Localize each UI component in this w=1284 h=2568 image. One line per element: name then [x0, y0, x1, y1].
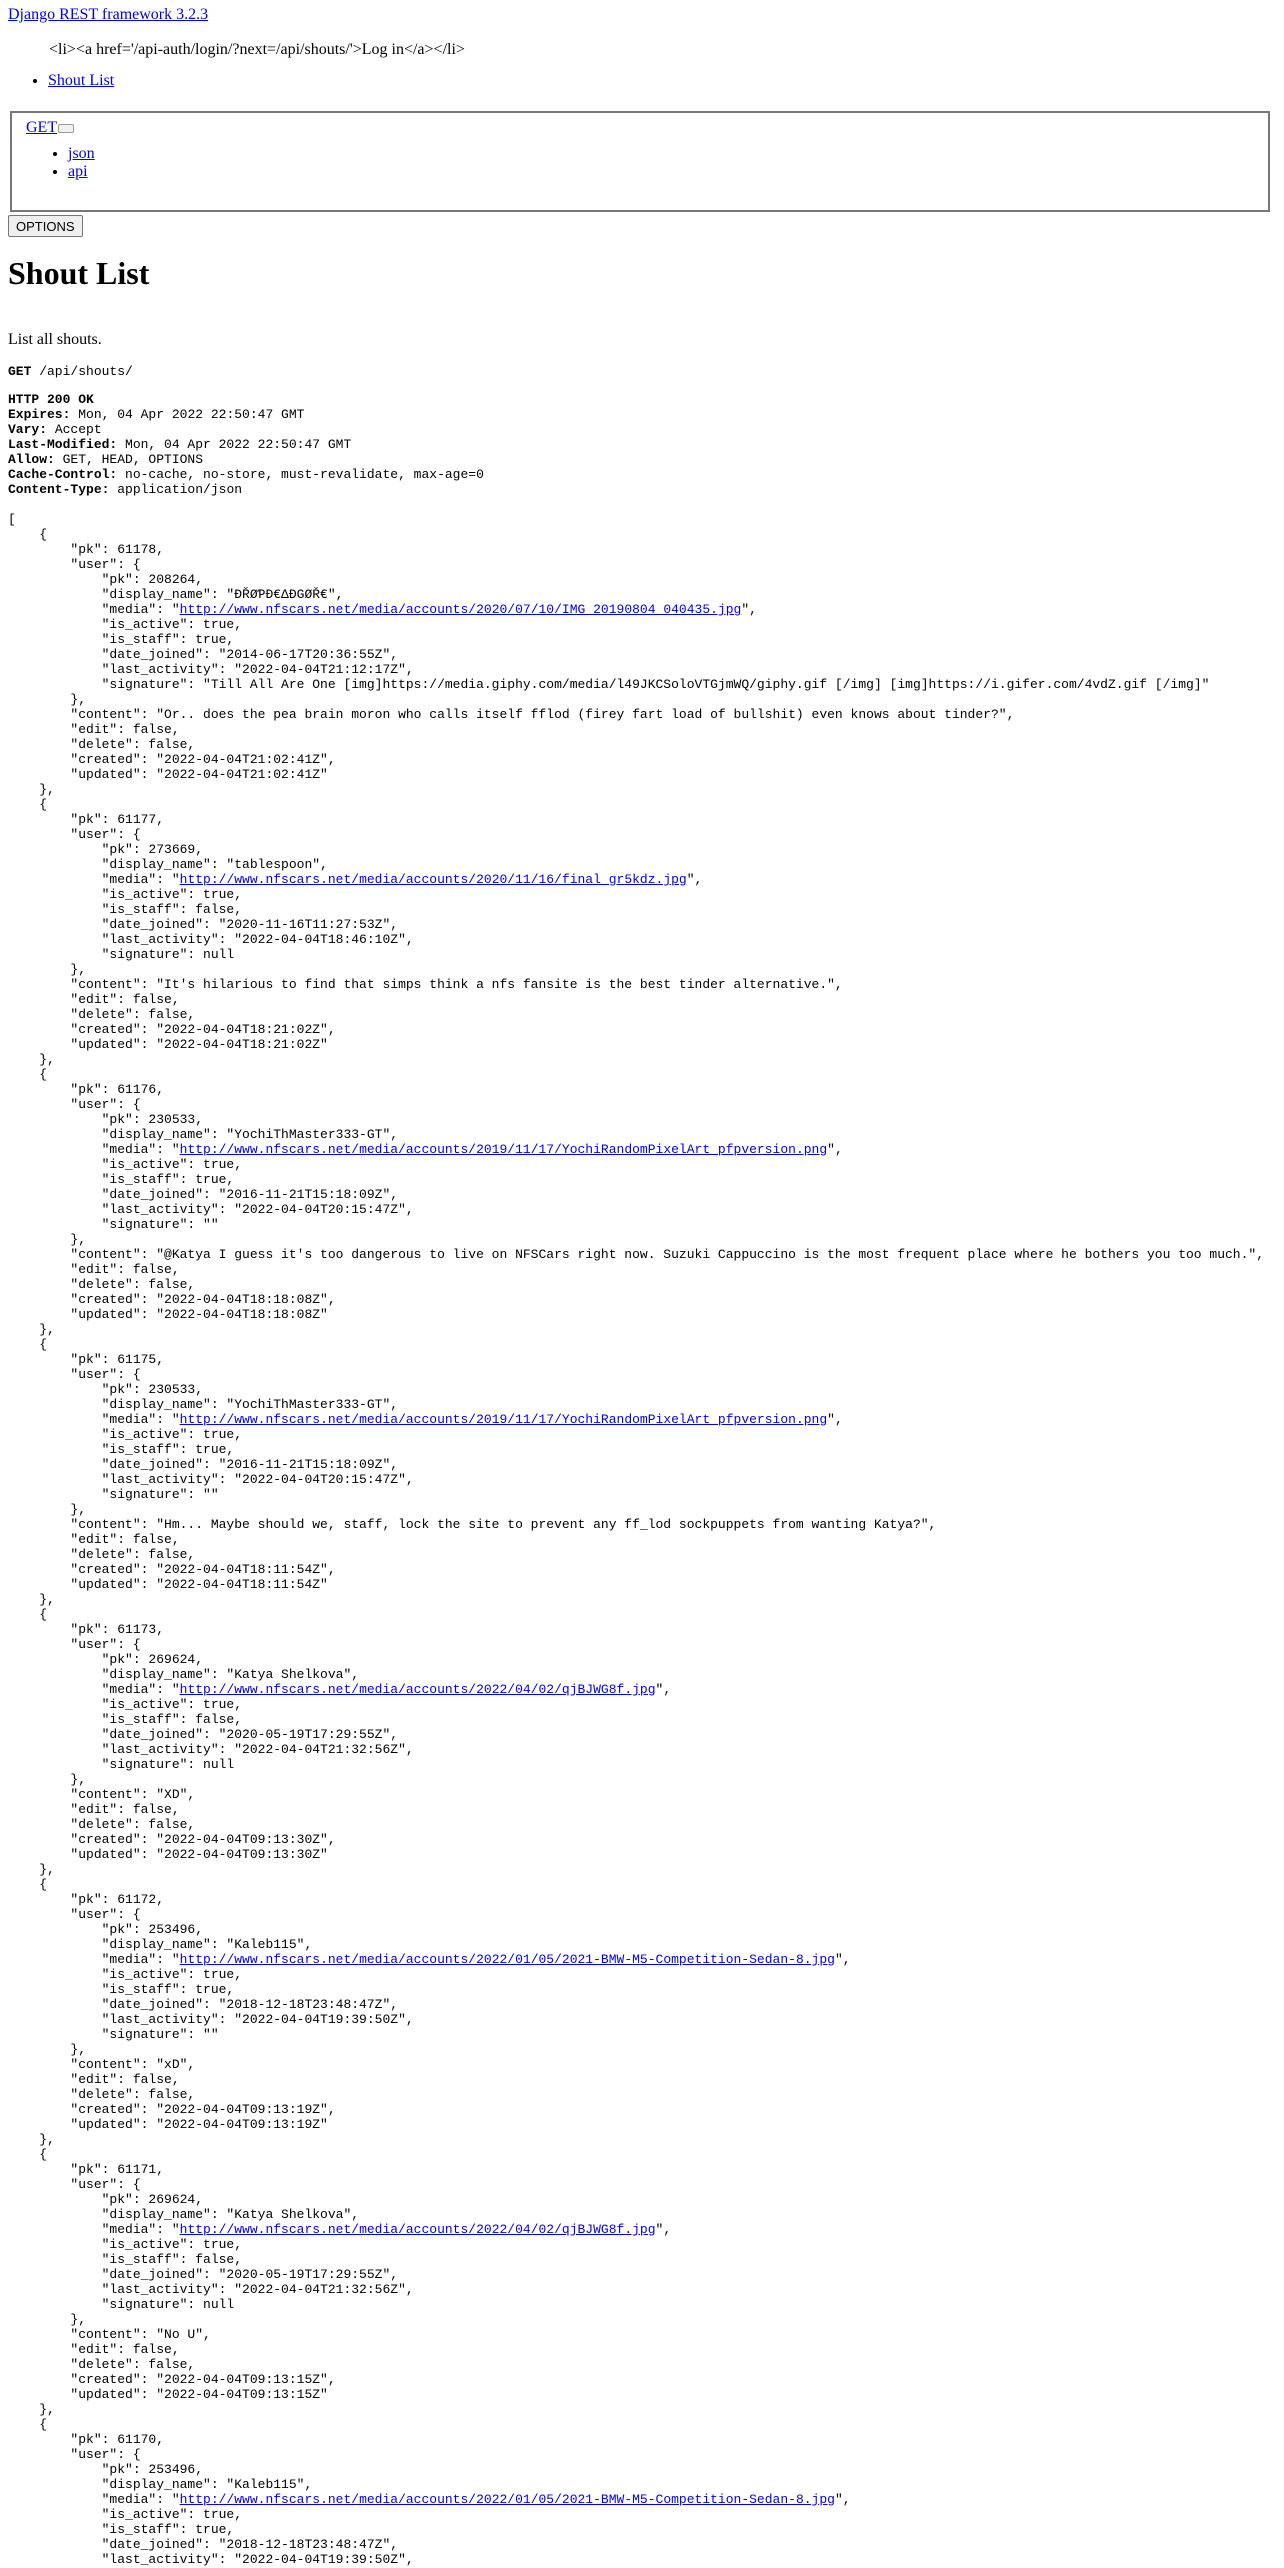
- media-link[interactable]: http://www.nfscars.net/media/accounts/2020/07/10/IMG_20190804_040435.jpg: [179, 602, 742, 617]
- header-name: Expires:: [8, 407, 71, 422]
- format-dropdown-toggle[interactable]: [58, 124, 74, 133]
- media-link[interactable]: http://www.nfscars.net/media/accounts/2019/11/17/YochiRandomPixelArt_pfpversion.png: [179, 1142, 828, 1157]
- breadcrumb: [24, 72, 114, 90]
- format-item: [68, 145, 95, 163]
- brand-link[interactable]: Django REST framework 3.2.3: [8, 6, 209, 23]
- header-value: GET, HEAD, OPTIONS: [54, 452, 204, 467]
- response-body: [ { "pk": 61178, "user": { "pk": 208264, "display_name": "ÐŘØƤÐ€ΔÐGØŘ€", "media": "http://www.nfscars.net/media/accounts/2020/07/10/IMG_20190804_040435.jpg", "is_active": true, "is_staff": true, "date_joined": "2014-06-17T20:36:55Z", "last_activity": "2022-04-04T21:12:17Z", "signature": "Till All Are One [img]https://media.giphy.com/media/l49JKCSoloVTGjmWQ/giphy.gif [/img] [img]https://i.gifer.com/4vdZ.gif [/img]" }, "content": "Or.. does the pea brain moron who calls itself fflod (firey fart load of bullshit) even knows about tinder?", "edit": false, "delete": false, "created": "2022-04-04T21:02:41Z", "updated": "2022-04-04T21:02:41Z" }, { "pk": 61177, "user": { "pk": 273669, "display_name": "tablespoon", "media": "http://www.nfscars.net/media/accounts/2020/11/16/final_gr5kdz.jpg", "is_active": true, "is_staff": false, "date_joined": "2020-11-16T11:27:53Z", "last_activity": "2022-04-04T18:46:10Z", "signature": null }, "content": "It's hilarious to find that simps think a nfs fansite is the best tinder alternative.", "edit": false, "delete": false, "created": "2022-04-04T18:21:02Z", "updated": "2022-04-04T18:21:02Z" }, { "pk": 61176, "user": { "pk": 230533, "display_name": "YochiThMaster333-GT", "media": "http://www.nfscars.net/media/accounts/2019/11/17/YochiRandomPixelArt_pfpversion.png", "is_active": true, "is_staff": true, "date_joined": "2016-11-21T15:18:09Z", "last_activity": "2022-04-04T20:15:47Z", "signature": "" }, "content": "@Katya I guess it's too dangerous to live on NFSCars right now. Suzuki Cappuccino is the most frequent place where he bothers you too much.", "edit": false, "delete": false, "created": "2022-04-04T18:18:08Z", "updated": "2022-04-04T18:18:08Z" }, { "pk": 61175, "user": { "pk": 230533, "display_name": "YochiThMaster333-GT", "media": "http://www.nfscars.net/media/accounts/2019/11/17/YochiRandomPixelArt_pfpversion.png", "is_active": true, "is_staff": true, "date_joined": "2016-11-21T15:18:09Z", "last_activity": "2022-04-04T20:15:47Z", "signature": "" }, "content": "Hm... Maybe should we, staff, lock the site to prevent any ff_lod sockpuppets from wanting Katya?", "edit": false, "delete": false, "created": "2022-04-04T18:11:54Z", "updated": "2022-04-04T18:11:54Z" }, { "pk": 61173, "user": { "pk": 269624, "display_name": "Katya Shelkova", "media": "http://www.nfscars.net/media/accounts/2022/04/02/qjBJWG8f.jpg", "is_active": true, "is_staff": false, "date_joined": "2020-05-19T17:29:55Z", "last_activity": "2022-04-04T21:32:56Z", "signature": null }, "content": "XD", "edit": false, "delete": false, "created": "2022-04-04T09:13:30Z", "updated": "2022-04-04T09:13:30Z" }, { "pk": 61172, "user": { "pk": 253496, "display_name": "Kaleb115", "media": "http://www.nfscars.net/media/accounts/2022/01/05/2021-BMW-M5-Competition-Sedan-8.jpg", "is_active": true, "is_staff": true, "date_joined": "2018-12-18T23:48:47Z", "last_activity": "2022-04-04T19:39:50Z", "signature": "" }, "content": "xD", "edit": false, "delete": false, "created": "2022-04-04T09:13:19Z", "updated": "2022-04-04T09:13:19Z" }, { "pk": 61171, "user": { "pk": 269624, "display_name": "Katya Shelkova", "media": "http://www.nfscars.net/media/accounts/2022/04/02/qjBJWG8f.jpg", "is_active": true, "is_staff": false, "date_joined": "2020-05-19T17:29:55Z", "last_activity": "2022-04-04T21:32:56Z", "signature": null }, "content": "No U", "edit": false, "delete": false, "created": "2022-04-04T09:13:15Z", "updated": "2022-04-04T09:13:15Z" }, { "pk": 61170, "user": { "pk": 253496, "display_name": "Kaleb115", "media": "http://www.nfscars.net/media/accounts/2022/01/05/2021-BMW-M5-Competition-Sedan-8.jpg", "is_active": true, "is_staff": true, "date_joined": "2018-12-18T23:48:47Z", "last_activity": "2022-04-04T19:39:50Z",: [8, 512, 1265, 2567]
- header-name: Last-Modified:: [8, 437, 118, 452]
- options-button[interactable]: OPTIONS: [8, 215, 83, 237]
- request-method: GET: [8, 364, 32, 379]
- header-value: Mon, 04 Apr 2022 22:50:47 GMT: [70, 407, 305, 422]
- request-line: [8, 364, 133, 379]
- media-link[interactable]: http://www.nfscars.net/media/accounts/2019/11/17/YochiRandomPixelArt_pfpversion.png: [179, 1412, 828, 1427]
- get-button[interactable]: GET: [26, 119, 58, 136]
- get-format-form: [10, 111, 1270, 212]
- request-path: /api/shouts/: [31, 364, 133, 379]
- header-name: Cache-Control:: [8, 467, 118, 482]
- breadcrumb-link-shout-list[interactable]: Shout List: [48, 72, 115, 89]
- media-link[interactable]: http://www.nfscars.net/media/accounts/2022/04/02/qjBJWG8f.jpg: [179, 2222, 656, 2237]
- header-name: Vary:: [8, 422, 48, 437]
- page-description: List all shouts.: [8, 331, 102, 348]
- header-value: application/json: [109, 482, 243, 497]
- breadcrumb-item: [48, 72, 114, 90]
- header-name: HTTP 200 OK: [8, 392, 94, 407]
- response-headers: [8, 392, 484, 497]
- media-link[interactable]: http://www.nfscars.net/media/accounts/2022/01/05/2021-BMW-M5-Competition-Sedan-8.jpg: [179, 1952, 835, 1967]
- header-name: Allow:: [8, 452, 55, 467]
- format-item: [68, 163, 95, 181]
- header-value: Accept: [47, 422, 102, 437]
- header-name: Content-Type:: [8, 482, 110, 497]
- header-value: no-cache, no-store, must-revalidate, max-age=0: [117, 467, 484, 482]
- page-title: Shout List: [8, 255, 150, 291]
- login-raw-text: <li><a href='/api-auth/login/?next=/api/shouts/'>Log in</a></li>: [49, 41, 465, 58]
- media-link[interactable]: http://www.nfscars.net/media/accounts/2022/04/02/qjBJWG8f.jpg: [179, 1682, 656, 1697]
- media-link[interactable]: http://www.nfscars.net/media/accounts/2022/01/05/2021-BMW-M5-Competition-Sedan-8.jpg: [179, 2492, 835, 2507]
- format-link-json[interactable]: json: [68, 145, 95, 162]
- header-value: Mon, 04 Apr 2022 22:50:47 GMT: [117, 437, 352, 452]
- format-link-api[interactable]: api: [68, 163, 88, 180]
- format-list: [20, 145, 95, 181]
- media-link[interactable]: http://www.nfscars.net/media/accounts/2020/11/16/final_gr5kdz.jpg: [179, 872, 687, 887]
